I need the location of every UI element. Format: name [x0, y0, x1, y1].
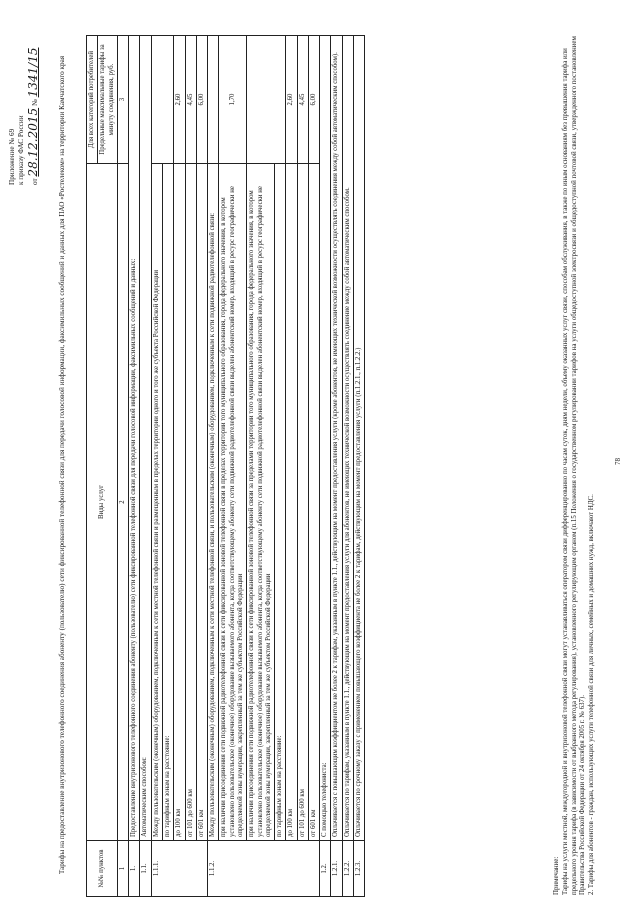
appendix-number: 1341/15: [26, 47, 40, 98]
table-row: [174, 36, 185, 897]
document-title: Тарифы на предоставление внутризонового телефонного соединения абоненту (пользователю) сети фиксированной телефонной связи для передачи голосовой информации, факсимильных сообщений и данных для ПАО «Ростелеком» на территории Камчатского края: [58, 55, 66, 875]
note-2: 2. Тарифы для абонентов - граждан, использующих услуги телефонной связи для личных, семейных и домашних нужд, включают НДС.: [588, 494, 596, 895]
row-text-a: при наличии присоединения сети подвижной радиотелефонной связи к сети фиксированной зоновой телефонной связи в пределах территории того муниципального образования, города федерального значения, в котором установлено пользовательское (оконечное) оборудование вызываемого абонента, когда соответствующему абоненту сети подвижной радиотелефонной связи выделен абонентский номер, входящий в ресурс географически не определяемой зоны нумерации, закрепленный за тем же субъектом Российской Федерации: [219, 164, 247, 841]
zone-3: от 601 км: [308, 164, 319, 841]
row-text-b: при наличии присоединения сети подвижной радиотелефонной связи к сети фиксированной зоновой телефонной связи за пределами территории того муниципального образования, города федерального значения, в котором установлено пользовательское (оконечное) оборудование вызываемого абонента, когда соответствующему абоненту сети подвижной радиотелефонной связи выделен абонентский номер, входящий в ресурс географически не определяемой зоны нумерации, закрепленный за тем же субъектом Российской Федерации: [247, 164, 275, 841]
table-row: [140, 36, 151, 897]
price-1: 2,60: [174, 36, 185, 164]
header-service: Виды услуг: [87, 164, 118, 841]
table-row: [342, 36, 353, 897]
row-text: Автоматическим способом:: [140, 36, 151, 841]
page-number: 78: [614, 458, 622, 465]
zones-label: по тарифным зонам на расстояние:: [275, 164, 286, 841]
column-number-row: [117, 36, 128, 897]
row-text: Предоставление внутризонового телефонного соединения абоненту (пользователю) сети фиксированной телефонной связи для передачи голосовой информации, факсимильных сообщений и данных:: [129, 36, 140, 841]
table-row: [331, 36, 342, 897]
row-text: Между пользовательским (оконечным) оборудованием, подключенным к сети местной телефонной связи и размещенным в пределах территории одного и того же субъекта Российской Федерации: [151, 164, 162, 841]
table-row: [208, 36, 219, 897]
table-row: [354, 36, 365, 897]
price-3: 6,00: [308, 36, 319, 164]
header-num: №№ пунктов: [87, 841, 118, 897]
row-num: 1.1.: [140, 841, 151, 897]
appendix-no-prefix: №: [31, 99, 39, 107]
notes-section: [553, 35, 597, 895]
notes-heading: Примечание:: [553, 856, 560, 895]
row-num: 1.: [129, 841, 140, 897]
price-2: 4,45: [297, 36, 308, 164]
table-row: [185, 36, 196, 897]
colnum-2: 2: [117, 164, 128, 841]
row-num: 1.2.: [320, 841, 331, 897]
price-1: 2,60: [286, 36, 297, 164]
table-row: [196, 36, 207, 897]
appendix-date: 28.12.2015: [26, 107, 40, 177]
row-num: 1.1.1.: [151, 841, 207, 897]
table-header-row: [87, 36, 98, 897]
zone-2: от 101 до 600 км: [185, 164, 196, 841]
table-row: [320, 36, 331, 897]
price-2: 4,45: [185, 36, 196, 164]
table-row: [162, 36, 173, 897]
row-num: 1.1.2.: [208, 841, 320, 897]
appendix-from: от: [31, 178, 39, 185]
table-row: [297, 36, 308, 897]
table-row: [247, 36, 275, 897]
colnum-3: 3: [117, 36, 128, 164]
header-category: Для всех категорий потребителей: [87, 36, 98, 164]
table-row: [129, 36, 140, 897]
row-num: 1.2.2.: [342, 841, 353, 897]
appendix-date-line: [26, 35, 41, 185]
colnum-1: 1: [117, 841, 128, 897]
row-num: 1.2.3.: [354, 841, 365, 897]
row-text: Между пользовательским (оконечным) оборудованием, подключенным к сети местной телефонной связи, и пользовательским (оконечным) оборудованием, подключенным к сети подвижной радиотелефонной связи:: [208, 164, 219, 841]
row-text: С помощью телефониста:: [320, 36, 331, 841]
note-1: Тарифы на услуги местной, междугородной и внутризоновой телефонной связи могут устанавливаться оператором связи дифференцированно по часам суток, дням недели, объему оказанных услуг связи, способам обслуживания, в также по иным основаниям без превышения тарифа или предельного уровня тарифа (в зависимости от выбранного метода регулирования), установленного регулирующим органом (п.15 Положения о государственном регулировании тарифов на услуги общедоступной электросвязи и общедоступной почтовой связи, утвержденного постановлением Правительства Российской Федерации от 24 октября 2005 г. № 637).: [561, 36, 587, 895]
row-text: Оплачивается по тарифам, указанным в пункте 1.1., действующим на момент предоставления услуги для абонентов, не имеющих технической возможности осуществлять соединение между собой автоматическим способом.: [342, 36, 353, 841]
price-3: 6,00: [196, 36, 207, 164]
appendix-order: к приказу ФАС России: [17, 115, 25, 185]
header-price: Предельные максимальные тарифы за минуту соединения, руб.: [98, 36, 118, 164]
zone-2: от 101 до 600 км: [297, 164, 308, 841]
zone-3: от 601 км: [196, 164, 207, 841]
zone-1: до 100 км: [286, 164, 297, 841]
price-a: 1,70: [219, 36, 247, 164]
table-row: [308, 36, 319, 897]
tariff-table: [86, 35, 365, 897]
appendix-label: Приложение № 69: [8, 128, 16, 185]
table-row: [275, 36, 286, 897]
table-row: [151, 36, 162, 897]
zone-1: до 100 км: [174, 164, 185, 841]
table-row: [286, 36, 297, 897]
row-text: Оплачивается с повышающим коэффициентом не более 2 к тарифам, указанным в пункте 1.1., действующим на момент предоставления услуги (кроме абонентов, не имеющих технической возможности осуществлять соединения между собой автоматическим способом).: [331, 36, 342, 841]
row-text: Оплачивается по срочному заказу с применением повышающего коэффициента не более 2 к тарифам, действующим на момент предоставления услуги (п.1.2.1., п.1.2.2.): [354, 36, 365, 841]
table-row: [219, 36, 247, 897]
appendix-header: [8, 35, 41, 185]
row-num: 1.2.1.: [331, 841, 342, 897]
zones-label: по тарифным зонам на расстояние:: [162, 164, 173, 841]
